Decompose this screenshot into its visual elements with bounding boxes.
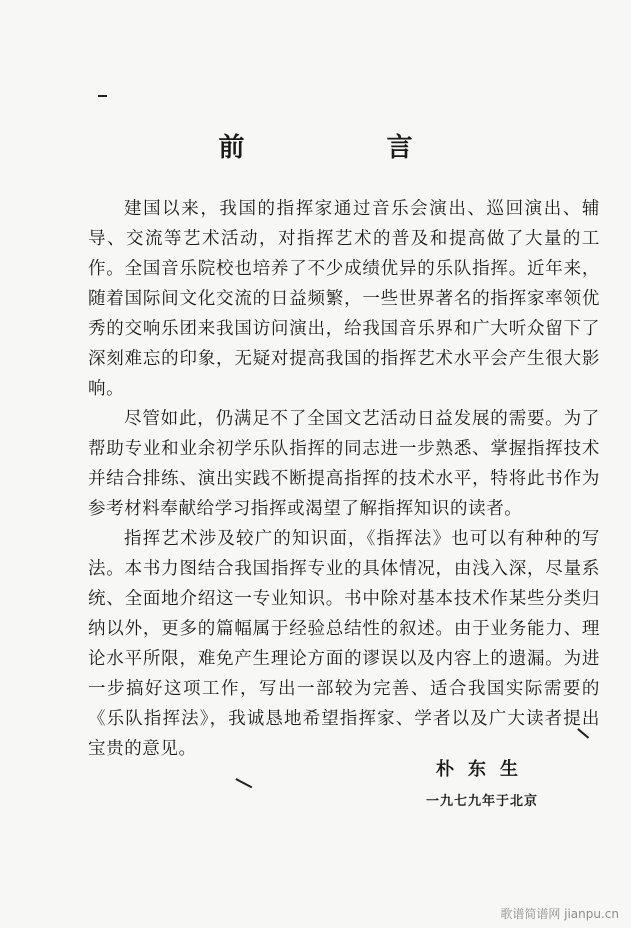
- preface-title: 前 言: [218, 133, 471, 163]
- preface-body: [88, 194, 600, 764]
- paragraph-2: 尽管如此，仍满足不了全国文艺活动日益发展的需要。为了帮助专业和业余初学乐队指挥的同志进一步熟悉、掌握指挥技术并结合排练、演出实践不断提高指挥的技术水平，特将此书作为参考材料奉献给学习指挥或渴望了解指挥知识的读者。: [88, 409, 600, 519]
- scan-mark-top-left: [98, 95, 107, 97]
- paragraph-3: 指挥艺术涉及较广的知识面，《指挥法》也可以有种种的写法。本书力图结合我国指挥专业的具体情况，由浅入深，尽量系统、全面地介绍这一专业知识。书中除对基本技术作某些分类归纳以外，更多的篇幅属于经验总结性的叙述。由于业务能力、理论水平所限，难免产生理论方面的谬误以及内容上的遗漏。为进一步搞好这项工作，写出一部较为完善、适合我国实际需要的《乐队指挥法》，我诚恳地希望指挥家、学者以及广大读者提出宝贵的意见。: [88, 529, 600, 759]
- date-place: 一九七九年于北京: [426, 794, 539, 809]
- scan-mark-middle: [236, 778, 253, 788]
- paragraph-1: 建国以来，我国的指挥家通过音乐会演出、巡回演出、辅导、交流等艺术活动，对指挥艺术的普及和提高做了大量的工作。全国音乐院校也培养了不少成绩优异的乐队指挥。近年来，随着国际间文化交流的日益频繁，一些世界著名的指挥家率领优秀的交响乐团来我国访问演出，给我国音乐界和广大听众留下了深刻难忘的印象，无疑对提高我国的指挥艺术水平会产生很大影响。: [88, 199, 600, 399]
- author-signature: 朴东生: [436, 759, 532, 780]
- site-watermark: 歌谱简谱网 jianpu.cn: [500, 907, 619, 921]
